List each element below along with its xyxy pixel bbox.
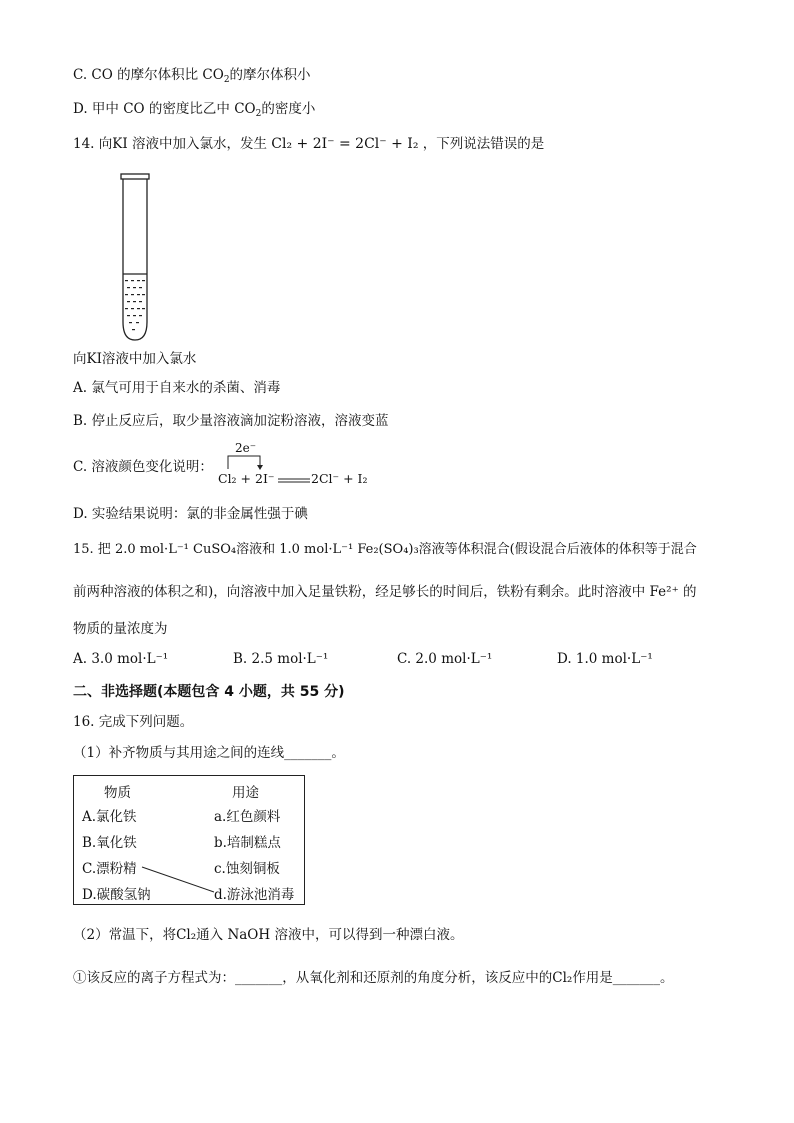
q14-option-b: B. 停止反应后，取少量溶液滴加淀粉溶液，溶液变蓝 bbox=[73, 413, 389, 429]
electron-label: 2e⁻ bbox=[235, 441, 257, 455]
section-2-title: 二、非选择题(本题包含 4 小题，共 55 分) bbox=[73, 684, 345, 700]
substance-a: A.氯化铁 bbox=[82, 809, 137, 825]
q14-equation: Cl₂ + 2I⁻ = 2Cl⁻ + I₂ bbox=[271, 136, 419, 152]
use-a: a.红色颜料 bbox=[214, 809, 281, 825]
table-header-left: 物质 bbox=[104, 785, 131, 801]
q16-sub1: ①该反应的离子方程式为：_______，从氧化剂和还原剂的角度分析，该反应中的Cl₂作用是_______。 bbox=[73, 970, 674, 986]
use-b: b.培制糕点 bbox=[214, 835, 281, 851]
q15-line3: 物质的量浓度为 bbox=[73, 621, 168, 637]
use-c: c.蚀刻铜板 bbox=[214, 861, 280, 877]
use-d: d.游泳池消毒 bbox=[214, 887, 295, 903]
q13-option-d: D. 甲中 CO 的密度比乙中 $CO_2$的密度小 bbox=[73, 101, 316, 119]
q16-stem: 16. 完成下列问题。 bbox=[73, 714, 194, 730]
test-tube-caption: 向KI溶液中加入氯水 bbox=[73, 351, 197, 367]
q15-option-a: A. 3.0 mol·L⁻¹ bbox=[73, 651, 169, 667]
q14-stem: 14. 向KI 溶液中加入氯水，发生 Cl₂ + 2I⁻ = 2Cl⁻ + I₂ ，下列说法错误的是 bbox=[73, 136, 545, 152]
q15-option-b: B. 2.5 mol·L⁻¹ bbox=[233, 651, 329, 667]
substance-c: C.漂粉精 bbox=[82, 861, 137, 877]
matching-line bbox=[74, 776, 304, 904]
q15-option-c: C. 2.0 mol·L⁻¹ bbox=[397, 651, 493, 667]
q15-option-d: D. 1.0 mol·L⁻¹ bbox=[557, 651, 653, 667]
q13-option-c: C. CO 的摩尔体积比 $CO_2$的摩尔体积小 bbox=[73, 67, 311, 85]
q16-part2: （2）常温下，将Cl₂通入 NaOH 溶液中，可以得到一种漂白液。 bbox=[73, 927, 464, 943]
electron-transfer-diagram bbox=[216, 441, 366, 491]
matching-table bbox=[73, 775, 305, 905]
q15-line1: 15. 把 2.0 mol·L⁻¹ CuSO₄溶液和 1.0 mol·L⁻¹ Fe₂(SO₄)₃溶液等体积混合(假设混合后液体的体积等于混合 bbox=[73, 542, 697, 557]
q14-option-c: C. 溶液颜色变化说明： bbox=[73, 459, 213, 475]
q14-option-d: D. 实验结果说明：氯的非金属性强于碘 bbox=[73, 506, 308, 522]
substance-d: D.碳酸氢钠 bbox=[82, 887, 151, 903]
q14-option-a: A. 氯气可用于自来水的杀菌、消毒 bbox=[73, 380, 281, 396]
q15-line2: 前两种溶液的体积之和)，向溶液中加入足量铁粉，经足够长的时间后，铁粉有剩余。此时溶液中 Fe²⁺ 的 bbox=[73, 584, 697, 600]
substance-b: B.氧化铁 bbox=[82, 835, 137, 851]
eq-right: 2Cl⁻ + I₂ bbox=[311, 471, 368, 486]
eq-left: Cl₂ + 2I⁻ bbox=[218, 471, 275, 486]
test-tube-illustration bbox=[110, 172, 160, 347]
q16-part1: （1）补齐物质与其用途之间的连线_______。 bbox=[73, 745, 345, 761]
table-header-right: 用途 bbox=[232, 785, 259, 801]
